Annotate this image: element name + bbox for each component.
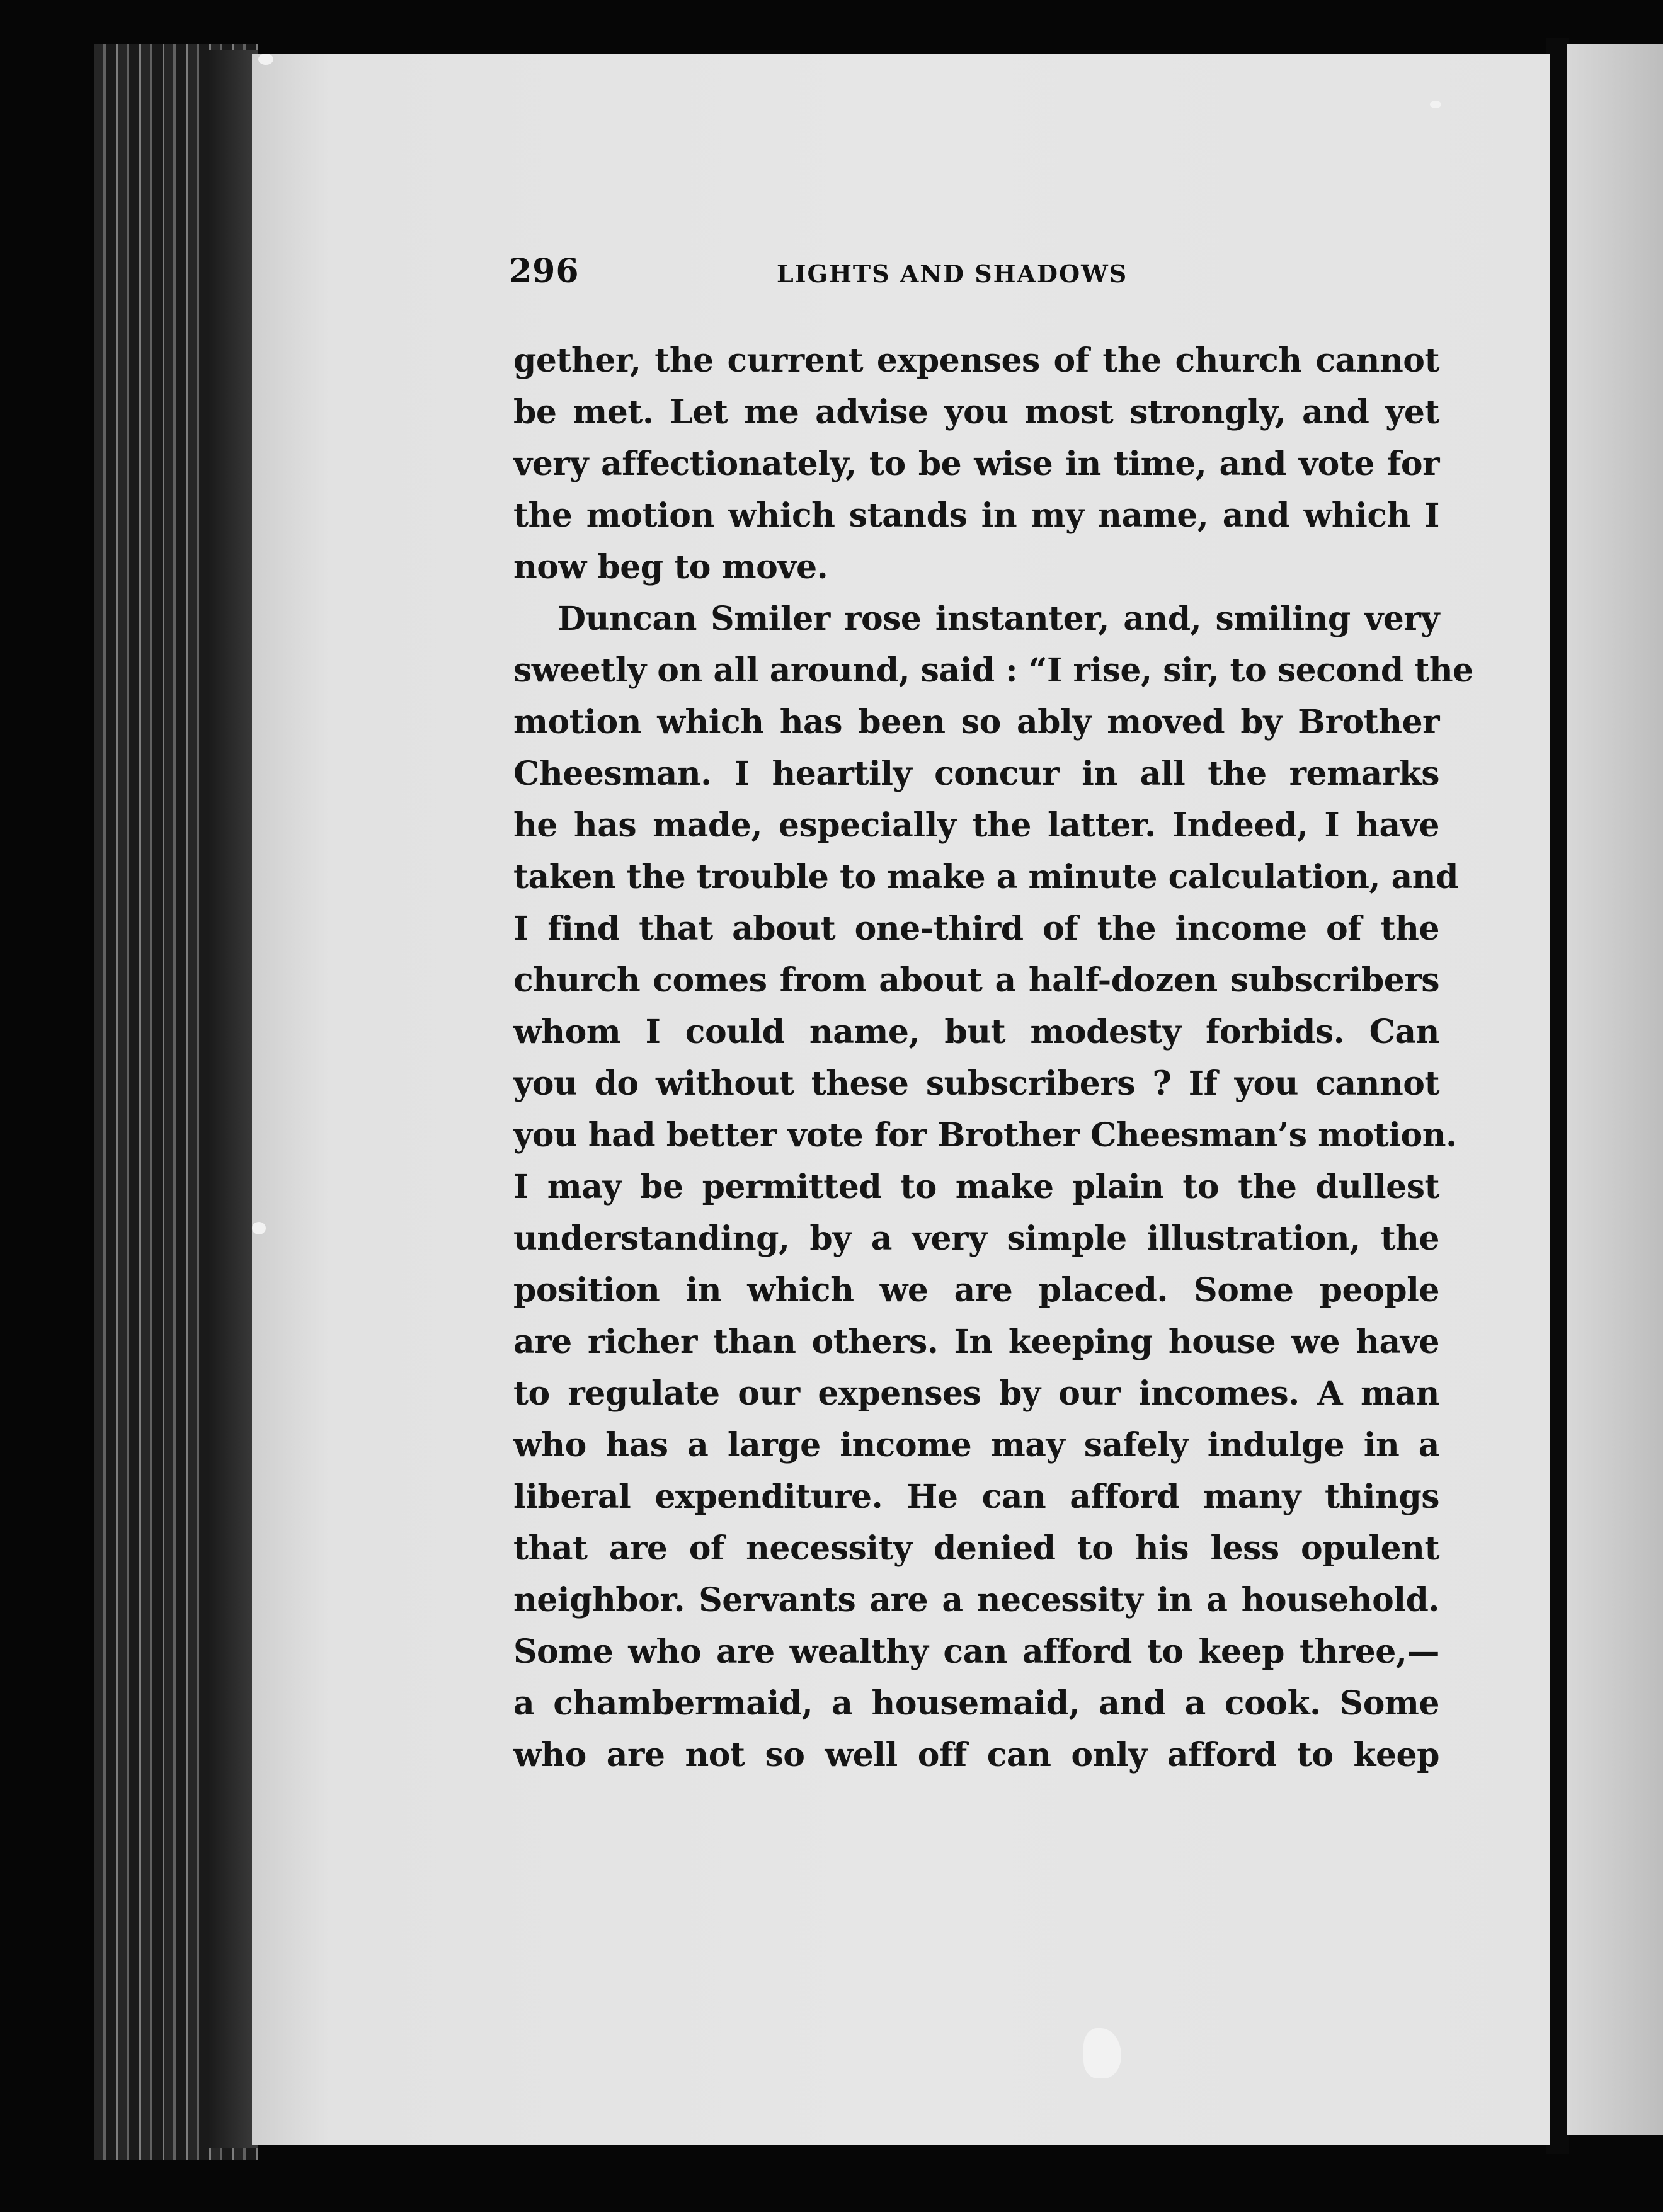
text-line: motion which has been so ably moved by Brother [513, 703, 1439, 741]
text-line: to regulate our expenses by our incomes. A man [513, 1374, 1439, 1413]
text-line: taken the trouble to make a minute calculation, and [513, 858, 1458, 896]
text-line: I find that about one-third of the income of the [513, 909, 1439, 948]
text-line: a chambermaid, a housemaid, and a cook. Some [513, 1684, 1439, 1723]
text-line: I may be permitted to make plain to the dullest [513, 1168, 1439, 1206]
text-line: sweetly on all around, said : “I rise, sir, to second the [513, 651, 1473, 690]
text-line: very affectionately, to be wise in time, and vote for [513, 445, 1439, 483]
running-head [509, 252, 1441, 296]
page-number: 296 [509, 252, 580, 290]
book-gutter-shadow [208, 50, 258, 2148]
text-line: understanding, by a very simple illustration, the [513, 1219, 1439, 1258]
text-line: you do without these subscribers ? If you cannot [513, 1064, 1439, 1103]
body-text [513, 335, 1473, 1781]
running-title: LIGHTS AND SHADOWS [777, 259, 1128, 288]
text-line: the motion which stands in my name, and which I [513, 496, 1439, 535]
text-line: church comes from about a half-dozen subscribers [513, 961, 1439, 1000]
text-line: Some who are wealthy can afford to keep three,— [513, 1633, 1439, 1671]
text-line: be met. Let me advise you most strongly, and yet [513, 393, 1439, 431]
text-line: gether, the current expenses of the church cannot [513, 341, 1439, 380]
text-line: he has made, especially the latter. Indeed, I have [513, 806, 1439, 845]
text-line: who are not so well off can only afford to keep [513, 1736, 1439, 1774]
text-line: position in which we are placed. Some people [513, 1271, 1439, 1309]
text-line: who has a large income may safely indulge in a [513, 1426, 1439, 1464]
text-line: Duncan Smiler rose instanter, and, smiling very [557, 600, 1439, 638]
text-line: neighbor. Servants are a necessity in a household. [513, 1581, 1439, 1619]
text-line: Cheesman. I heartily concur in all the remarks [513, 755, 1439, 793]
text-line: that are of necessity denied to his less opulent [513, 1529, 1439, 1568]
scan-speck [252, 1222, 266, 1234]
facing-page-edge [1567, 44, 1663, 2135]
scan-speck [1430, 101, 1441, 108]
scan-speck [258, 54, 273, 65]
text-line: are richer than others. In keeping house we have [513, 1323, 1439, 1361]
text-line: now beg to move. [513, 548, 828, 586]
facing-page-gap [1546, 38, 1569, 2154]
text-line: liberal expenditure. He can afford many things [513, 1478, 1439, 1516]
text-line: you had better vote for Brother Cheesman’s motion. [513, 1116, 1457, 1154]
text-line: whom I could name, but modesty forbids. Can [513, 1013, 1439, 1051]
